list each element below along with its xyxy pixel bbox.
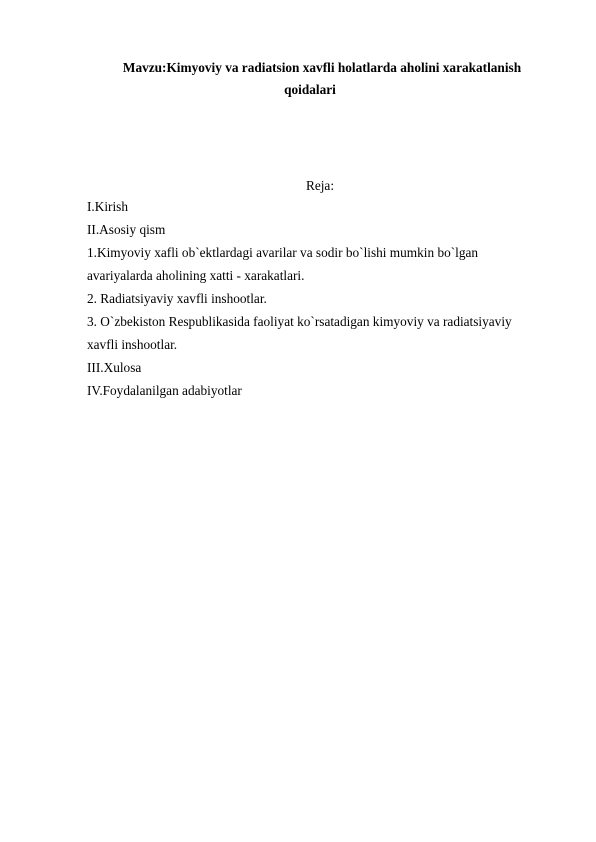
document-title-line-1: Mavzu:Kimyoviy va radiatsion xavfli holatlarda aholini xarakatlanish: [122, 60, 522, 75]
plan-item-conclusion: III.Xulosa: [87, 360, 142, 375]
plan-item-3-line-1: 3. O`zbekiston Respublikasida faoliyat ko`rsatadigan kimyoviy va radiatsiyaviy: [87, 314, 512, 329]
plan-item-references: IV.Foydalanilgan adabiyotlar: [87, 383, 242, 398]
plan-item-main-part: II.Asosiy qism: [87, 222, 166, 237]
document-title-line-2: qoidalari: [284, 82, 336, 97]
plan-item-2: 2. Radiatsiyaviy xavfli inshootlar.: [87, 291, 267, 306]
plan-item-introduction: I.Kirish: [87, 199, 128, 214]
plan-list: [87, 195, 567, 402]
plan-item-1-line-1: 1.Kimyoviy xafli ob`ektlardagi avarilar va sodir bo`lishi mumkin bo`lgan: [87, 245, 479, 260]
plan-heading: Reja:: [305, 178, 335, 193]
plan-item-1-line-2: avariyalarda aholining xatti - xarakatlari.: [87, 268, 305, 283]
plan-item-3-line-2: xavfli inshootlar.: [87, 337, 178, 352]
